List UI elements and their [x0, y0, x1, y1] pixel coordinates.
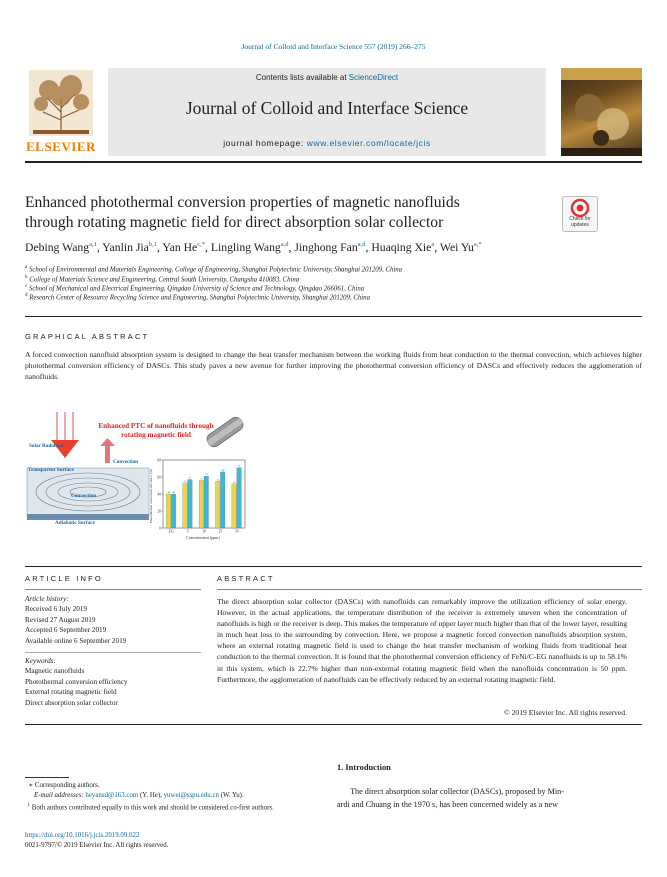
affiliation-mark: a — [25, 265, 28, 270]
chart-bar — [183, 483, 188, 528]
chart-bar — [171, 494, 176, 528]
figure-banner: Enhanced PTC of nanofluids through rotating magnetic field — [98, 422, 214, 439]
keyword: Direct absorption solar collector — [25, 698, 118, 707]
y-tick-label: 80 — [157, 458, 161, 463]
doi-text[interactable]: https://doi.org/10.1016/j.jcis.2019.09.022 — [25, 832, 140, 839]
email-link-yu[interactable]: yuwei@sspu.edu.cn — [163, 792, 219, 799]
transparent-surface-label: Transparent Surface — [28, 467, 74, 473]
affiliation-text: Research Center of Resource Recycling Science and Engineering, Shanghai Polytechnic University, Shanghai 201209, China — [29, 294, 370, 302]
author-mark[interactable]: c,* — [197, 241, 205, 249]
affiliation-mark: c — [25, 284, 28, 289]
keywords-block — [25, 656, 201, 708]
affiliation — [25, 284, 642, 292]
journal-cover-image[interactable] — [561, 68, 642, 156]
graphical-abstract-figure — [25, 410, 252, 543]
email-label: E-mail addresses: — [34, 792, 86, 799]
graphical-abstract-heading: GRAPHICAL ABSTRACT — [25, 332, 150, 341]
check-updates-label[interactable]: Check for updates — [569, 216, 591, 228]
solar-radiation-label: Solar Radiation — [29, 443, 64, 449]
affiliation-mark: b — [25, 275, 28, 280]
keyword: Magnetic nanofluids — [25, 667, 85, 676]
footnote-rule — [25, 777, 69, 778]
x-tick-label: 25 — [218, 529, 223, 534]
author-name: Yan He — [162, 241, 198, 254]
history-item: Accepted 6 September 2019 — [25, 626, 107, 635]
abstract-rule — [217, 589, 642, 590]
efficiency-bar-chart — [147, 454, 249, 542]
affiliation — [25, 265, 642, 273]
email-who-he: (Y. He), — [138, 792, 164, 799]
author-mark[interactable]: a,d — [357, 241, 366, 249]
chart-bar — [204, 476, 209, 528]
corresponding-text: Corresponding authors. — [34, 782, 100, 789]
footnotes — [25, 781, 325, 813]
homepage-prefix: journal homepage: — [223, 138, 307, 148]
affiliation-text: College of Materials Science and Engineering, Central South University, Changsha 410083, China — [29, 276, 300, 284]
affiliation-mark: d — [25, 293, 28, 298]
email-link-he[interactable]: heyansd@163.com — [85, 792, 139, 799]
affiliation — [25, 275, 642, 283]
issn-line: 0021-9797/© 2019 Elsevier Inc. All rights reserved. — [25, 842, 169, 849]
y-tick-label: 60 — [157, 475, 161, 480]
bar-value-label: 40 — [172, 491, 175, 494]
chart-bar — [166, 494, 171, 528]
author-mark[interactable]: a — [431, 241, 435, 249]
author-name: Jinghong Fan — [294, 241, 358, 254]
email-who-yu: (W. Yu). — [218, 792, 244, 799]
article-history — [25, 594, 201, 646]
chart-y-axis-label: Photothermal conversion efficiency (%) — [149, 468, 153, 524]
contents-prefix: Contents lists available at — [255, 73, 349, 82]
author-name: Debing Wang — [25, 241, 90, 254]
x-tick-label: EG — [168, 529, 174, 534]
affiliation-text: School of Mechanical and Electrical Engineering, Qingdao University of Science and Technology, Qingdao 266061, China — [28, 285, 365, 293]
bar-value-label: 53 — [183, 479, 187, 483]
author-name: Wei Yu — [439, 241, 474, 254]
author-mark[interactable]: b,1 — [148, 241, 157, 249]
abstract-heading: ABSTRACT — [217, 574, 275, 583]
sciencedirect-link[interactable]: ScienceDirect — [348, 73, 399, 82]
section-rule — [25, 316, 642, 317]
section-rule — [25, 566, 642, 567]
chart-bar — [237, 468, 242, 528]
article-info-rule — [25, 589, 201, 590]
history-item: Revised 27 August 2019 — [25, 615, 96, 624]
contents-line — [108, 73, 546, 82]
journal-title: Journal of Colloid and Interface Science — [185, 98, 469, 118]
introduction-heading: 1. Introduction — [337, 763, 391, 772]
author-mark[interactable]: a,* — [473, 241, 482, 249]
chart-bar — [199, 480, 204, 528]
equal-contribution-note — [25, 801, 325, 813]
convection-center-label: Convection — [71, 493, 97, 499]
article-title — [25, 193, 545, 233]
x-tick-label: 5 — [186, 529, 189, 534]
abstract-copyright: © 2019 Elsevier Inc. All rights reserved. — [503, 708, 627, 717]
corresponding-note — [25, 781, 325, 791]
author-mark[interactable]: a,1 — [89, 241, 97, 249]
bar-value-label: 71 — [238, 464, 241, 468]
journal-homepage — [108, 138, 546, 148]
author-name: Huaqing Xie — [371, 241, 432, 254]
title-line-1: Enhanced photothermal conversion properties of magnetic nanofluids — [25, 194, 460, 211]
bar-value-label: 56 — [200, 477, 203, 481]
section-rule — [25, 724, 642, 725]
journal-masthead — [108, 68, 546, 156]
homepage-link[interactable]: www.elsevier.com/locate/jcis — [306, 138, 431, 148]
convection-arrow-label: Convection — [113, 459, 139, 465]
affiliation — [25, 293, 642, 301]
doi-link[interactable] — [25, 831, 139, 841]
keyword: External rotating magnetic field — [25, 688, 117, 697]
equal-contribution-text: Both authors contributed equally to this work and should be considered co-first authors. — [31, 804, 274, 812]
y-tick-label: 20 — [157, 509, 161, 514]
chart-bar — [188, 480, 193, 528]
chart-x-axis-label: Concentration (ppm) — [186, 535, 220, 540]
bar-value-label: 57 — [188, 476, 192, 480]
x-tick-label: 50 — [235, 529, 239, 534]
keyword: Photothermal conversion efficiency — [25, 677, 128, 686]
asterisk-icon: ∗ — [25, 782, 35, 789]
history-item: Available online 6 September 2019 — [25, 636, 127, 645]
abstract-text: The direct absorption solar collector (DASCs) with nanofluids can remarkably improve the utilization efficiency of solar energy. However, in the actual applications, the temperature distribution of the receiver is extremely uneven when the concentration of nanofluids is high or the receiver is deep. This makes the temperature of upper layer much higher than that of the lower layer, resulting in much heat loss to the surrounding by convection. Here, we propose a magnetic forced convection nanofluids absorption system, where an external rotating magnetic field is used to change the heat transfer mechanism of working fluids from traditional heat conduction to the thermal convection. It is found that the photothermal conversion efficiency of FeNi/C-EG nanofluids is up to 58.1% in this system, which is 22.7% higher than non-external rotating magnetic field when the nanofluids concentration is 50 ppm. Furthermore, the agglomeration of nanofluids can be effectively reduced by an external rotating magnetic field. — [217, 597, 627, 684]
bar-value-label: 40 — [167, 491, 170, 494]
chart-bar — [215, 481, 220, 528]
introduction-line-1: The direct absorption solar collector (DASCs), proposed by Min- — [350, 787, 564, 796]
article-info-heading: ARTICLE INFO — [25, 574, 103, 583]
title-line-2: through rotating magnetic field for direct absorption solar collector — [25, 214, 444, 231]
footnote-mark-icon: 1 — [25, 803, 30, 808]
author-name: Lingling Wang — [210, 241, 281, 254]
bar-value-label: 55 — [216, 478, 220, 482]
bar-value-label: 52 — [233, 480, 236, 484]
email-note — [25, 791, 325, 801]
author-list: Debing Wang$^{a,1}$, Yanlin Jia$^{b,1}$, Yan $He^{c,*}$, Lingling Wang$^{a,d}$, Jinghong Fan$^{a,d}$, Huaqing Xie$^a$, Wei $Yu^{a,*}$ — [25, 241, 482, 254]
y-tick-label: 0 — [159, 526, 161, 531]
chart-bars — [166, 465, 241, 528]
keywords-label: Keywords: — [25, 657, 56, 665]
keywords-rule — [25, 652, 201, 653]
graphical-abstract-text: A forced convection nanofluid absorption system is designed to change the heat transfer mechanism between the working fluids from heat conduction to the thermal convection, which achieves higher photothermal conversion efficiency of DASCs. This study paves a new avenue for further improving the photothermal conversion efficiency of DASCs and effectively reduces the agglomeration of nanofluids. — [25, 350, 642, 382]
author-mark[interactable]: a,d — [280, 241, 289, 249]
x-tick-label: 10 — [202, 529, 206, 534]
introduction-line-2: ardi and Chuang in the 1970 s, has been concerned widely as a new — [337, 800, 558, 809]
journal-citation[interactable]: Journal of Colloid and Interface Science 557 (2019) 266–275 — [241, 42, 426, 51]
bar-value-label: 66 — [221, 468, 225, 472]
y-tick-label: 40 — [157, 492, 161, 497]
header-rule — [25, 161, 642, 163]
bar-value-label: 61 — [205, 473, 208, 477]
adiabatic-surface-label: Adiabatic Surface — [55, 520, 95, 526]
history-item: Received 6 July 2019 — [25, 605, 88, 614]
publisher-name: ELSEVIER — [26, 139, 96, 154]
affiliation-text: School of Environmental and Materials Engineering, College of Engineering, Shanghai Polytechnic University, Shanghai 201209, China — [28, 266, 403, 274]
history-label: Article history: — [25, 595, 69, 603]
chart-bar — [232, 484, 237, 528]
chart-bar — [220, 472, 225, 528]
author-name: Yanlin Jia — [102, 241, 149, 254]
